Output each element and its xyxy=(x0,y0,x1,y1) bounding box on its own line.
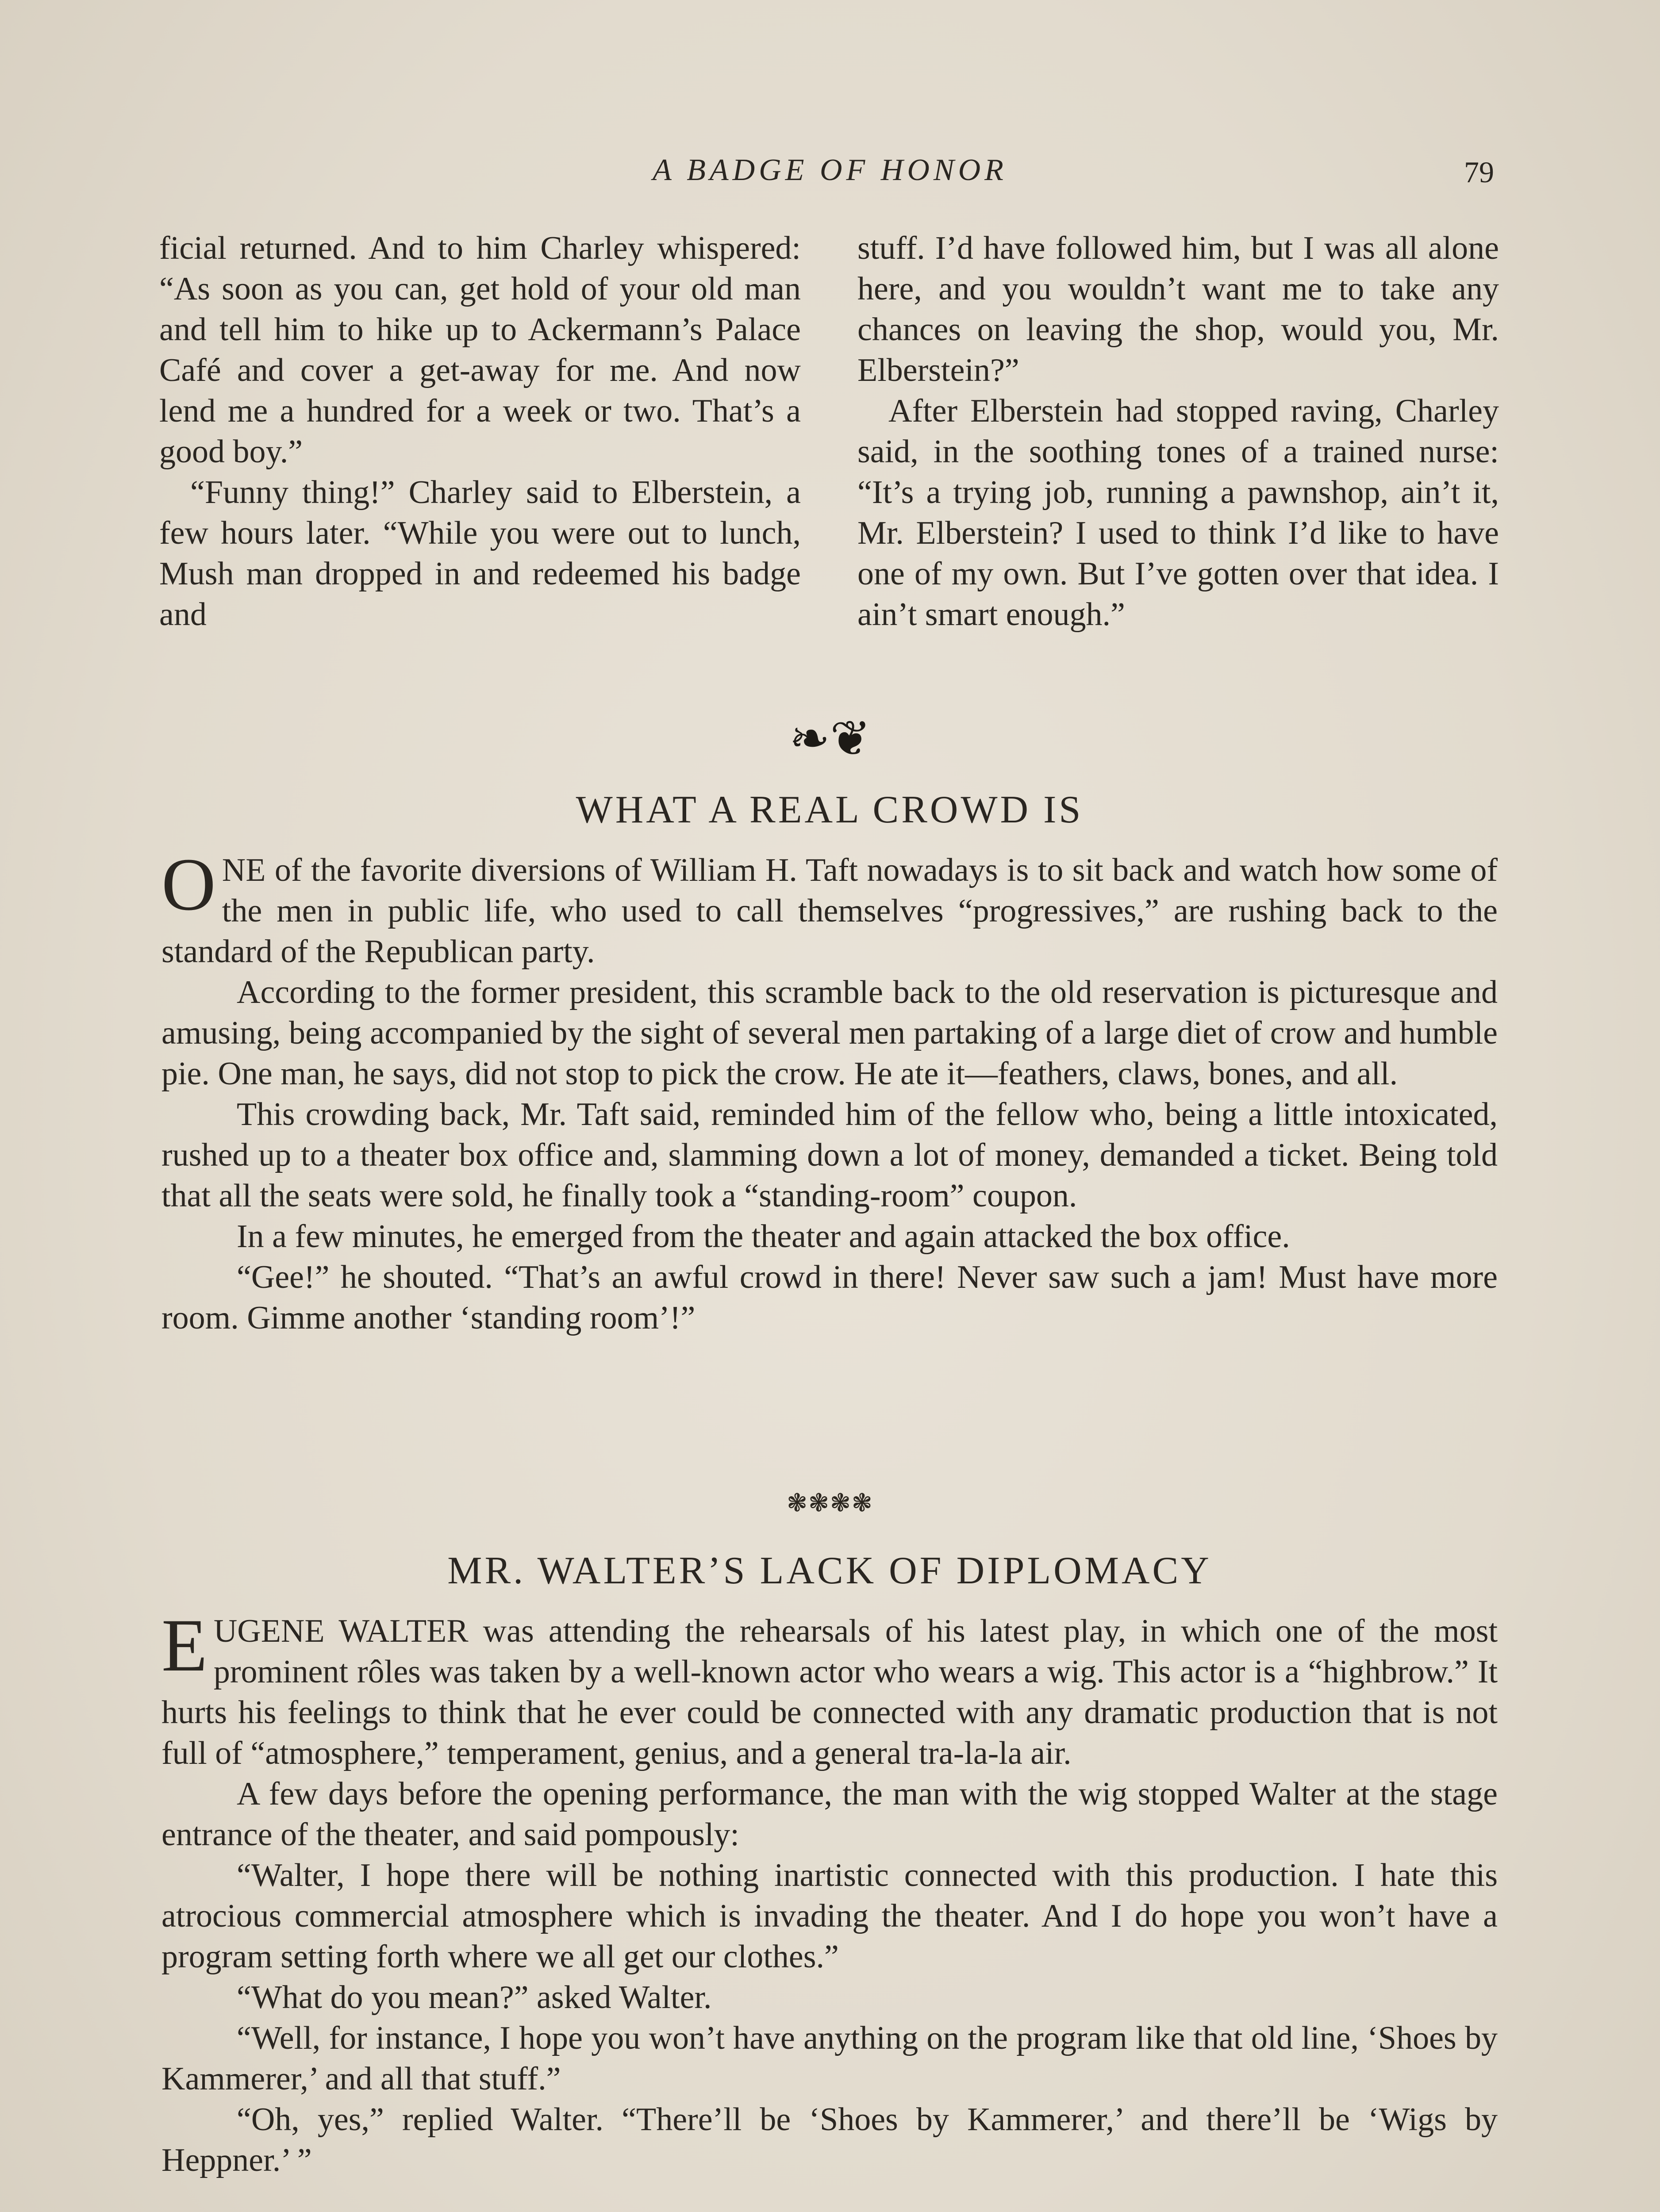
page-number: 79 xyxy=(1464,155,1494,189)
section-divider-ornament-icon: ❧❦ xyxy=(789,712,871,766)
article-paragraph: “Well, for instance, I hope you won’t have anything on the program like that old line, ‘Shoes by Kammerer,’ and all that stuff.” xyxy=(161,2020,1498,2097)
article-paragraph: According to the former president, this scramble back to the old reservation is picturesque and amusing, being accompanied by the sight of several men partaking of a large diet of crow and humble pie. One man, he says, did not stop to pick the crow. He ate it—feathers, claws, bones, and all. xyxy=(161,974,1498,1092)
left-column-paragraph-1: ficial returned. And to him Charley whispered: “As soon as you can, get hold of your old man and tell him to hike up to Ackermann’s Palace Café and cover a get-away for me. And now lend me a hundred for a week or two. That’s a good boy.” xyxy=(159,230,801,470)
right-column xyxy=(857,228,1499,635)
right-column-paragraph-1: stuff. I’d have followed him, but I was all alone here, and you wouldn’t want me to take any chances on leaving the shop, would you, Mr. Elberstein?” xyxy=(857,230,1499,388)
drop-cap: O xyxy=(161,843,216,926)
article-lead-paragraph xyxy=(161,1604,1498,1774)
article-paragraph: “What do you mean?” asked Walter. xyxy=(237,1979,712,2016)
right-column-paragraph-2: After Elberstein had stopped raving, Charley said, in the soothing tones of a trained nurse: “It’s a trying job, running a pawnshop, ain’t it, Mr. Elberstein? I used to think I’d like to have one of my own. But I’ve gotten over that idea. I ain’t smart enough.” xyxy=(857,393,1499,633)
article-title: WHAT A REAL CROWD IS xyxy=(576,788,1084,831)
running-head: A BADGE OF HONOR xyxy=(653,153,1007,187)
article-paragraph: “Gee!” he shouted. “That’s an awful crowd in there! Never saw such a jam! Must have more room. Gimme another ‘standing room’!” xyxy=(161,1259,1498,1336)
article-title: MR. WALTER’S LACK OF DIPLOMACY xyxy=(447,1549,1212,1592)
drop-cap: E xyxy=(161,1604,208,1687)
section-divider-flourish-icon: ❃❃❃❃ xyxy=(787,1490,873,1517)
lead-text: NE of the favorite diversions of William H. Taft nowadays is to sit back and watch how some of the men in public life, who used to call themselves “progressives,” are rushing back to the standard of the Republican party. xyxy=(161,852,1498,970)
left-column-paragraph-2: “Funny thing!” Charley said to Elberstein, a few hours later. “While you were out to lunch, Mush man dropped in and redeemed his badge and xyxy=(159,474,801,633)
two-column-text xyxy=(159,228,1499,635)
article-what-a-real-crowd-is xyxy=(161,787,1498,1338)
article-lead-paragraph xyxy=(161,843,1498,972)
article-paragraph: This crowding back, Mr. Taft said, reminded him of the fellow who, being a little intoxicated, rushed up to a theater box office and, slamming down a lot of money, demanded a ticket. Being told that all the seats were sold, he finally took a “standing-room” coupon. xyxy=(161,1096,1498,1214)
article-mr-walters-lack-of-diplomacy xyxy=(161,1548,1498,2181)
left-column xyxy=(159,228,801,635)
article-paragraph: A few days before the opening performance, the man with the wig stopped Walter at the stage entrance of the theater, and said pompously: xyxy=(161,1776,1498,1853)
article-paragraph: “Oh, yes,” replied Walter. “There’ll be ‘Shoes by Kammerer,’ and there’ll be ‘Wigs by Heppner.’ ” xyxy=(161,2101,1498,2178)
lead-text: UGENE WALTER was attending the rehearsals of his latest play, in which one of the most prominent rôles was taken by a well-known actor who wears a wig. This actor is a “highbrow.” It hurts his feelings to think that he ever could be connected with any dramatic production that is not full of “atmosphere,” temperament, genius, and a general tra-la-la air. xyxy=(161,1613,1498,1771)
article-paragraph: “Walter, I hope there will be nothing inartistic connected with this production. I hate this atrocious commercial atmosphere which is invading the theater. And I do hope you won’t have a program setting forth where we all get our clothes.” xyxy=(161,1857,1498,1975)
article-paragraph: In a few minutes, he emerged from the theater and again attacked the box office. xyxy=(237,1218,1290,1255)
